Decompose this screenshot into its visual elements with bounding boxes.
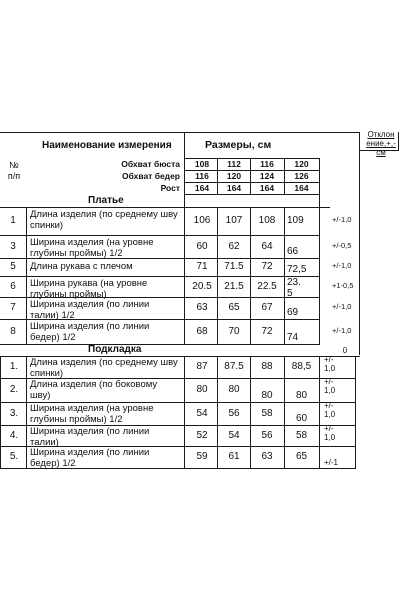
row-tolerance: +/- 1,0 <box>324 401 336 420</box>
section-title: Подкладка <box>88 344 142 355</box>
param-value: 164 <box>259 183 275 193</box>
size-value: 56 <box>228 407 240 419</box>
param-value: 120 <box>294 159 309 169</box>
grid-line <box>355 356 356 468</box>
size-value: 80 <box>196 384 208 395</box>
row-name: Ширина изделия (на уровне глубины проймы) 1/2 <box>30 403 154 426</box>
size-value: 107 <box>225 215 243 226</box>
row-number: 8 <box>10 325 16 337</box>
size-value: 80 <box>228 384 240 395</box>
row-name: Длина изделия (по среднему шву спинки) <box>30 209 178 232</box>
param-label: Рост <box>160 183 180 193</box>
row-number: 1 <box>10 215 16 226</box>
header-sizes-label: Размеры, см <box>205 139 272 151</box>
size-value: 61 <box>228 451 240 462</box>
size-value: 21.5 <box>224 280 244 292</box>
size-value: 60 <box>295 413 308 424</box>
param-value: 116 <box>195 171 209 181</box>
size-value: 109 <box>287 215 304 226</box>
row-number: 7 <box>10 302 16 313</box>
grid-line <box>0 356 1 468</box>
size-value: 68 <box>196 325 208 337</box>
row-tolerance: +/-1,0 <box>332 325 352 335</box>
row-number: 1. <box>9 361 19 372</box>
section-extra: 0 <box>342 346 348 355</box>
row-tolerance: +/- 1,0 <box>324 424 336 443</box>
row-name: Ширина рукава (на уровне глубины проймы) <box>30 278 148 301</box>
param-value: 164 <box>226 183 242 193</box>
param-value: 116 <box>260 159 274 169</box>
size-value: 88,5 <box>291 361 312 372</box>
param-value: 164 <box>194 183 210 193</box>
row-number: 5 <box>10 261 16 272</box>
size-value: 70 <box>228 325 240 337</box>
size-value: 62 <box>228 240 240 252</box>
size-value: 69 <box>287 307 299 318</box>
size-value: 59 <box>196 451 208 462</box>
size-value: 54 <box>228 429 240 441</box>
header-number-label: № п/п <box>7 160 21 181</box>
size-value: 22.5 <box>257 280 277 292</box>
header-deviation-label: Отклон ение,+,- см <box>366 130 396 157</box>
size-value: 66 <box>287 246 299 257</box>
size-value: 23. 5 <box>287 277 301 299</box>
row-number: 5. <box>9 451 19 462</box>
grid-line <box>0 276 320 277</box>
size-value: 60 <box>196 240 208 252</box>
grid-line <box>319 158 320 194</box>
row-tolerance: +/- 1,0 <box>324 377 336 396</box>
size-value: 88 <box>261 361 273 372</box>
row-tolerance: +/-1,0 <box>332 261 352 270</box>
row-number: 3. <box>9 407 19 419</box>
grid-line <box>0 132 360 133</box>
size-value: 108 <box>258 215 276 226</box>
row-name: Ширина изделия (по линии бедер) 1/2 <box>30 321 150 344</box>
grid-line <box>184 194 319 195</box>
size-value: 72,5 <box>287 264 307 275</box>
row-tolerance: +/-1 <box>324 458 339 467</box>
row-number: 4. <box>9 429 19 441</box>
size-value: 20.5 <box>192 280 212 292</box>
row-number: 2. <box>9 384 19 395</box>
row-name: Длина изделия (по боковому шву) <box>30 379 158 402</box>
row-name: Ширина изделия (по линии талии) <box>30 426 150 449</box>
row-name: Ширина изделия (по линии талии) 1/2 <box>30 299 150 322</box>
grid-line <box>0 207 330 208</box>
row-name: Длина рукава с плечом <box>30 261 133 272</box>
grid-line <box>184 356 185 468</box>
param-value: 164 <box>294 183 309 193</box>
param-value: 120 <box>226 171 242 181</box>
size-value: 67 <box>261 302 273 313</box>
size-value: 54 <box>196 407 208 419</box>
grid-line <box>319 194 320 344</box>
param-value: 112 <box>227 159 241 169</box>
size-value: 106 <box>193 215 211 226</box>
size-value: 80 <box>295 390 308 401</box>
param-value: 126 <box>294 171 309 181</box>
size-value: 56 <box>261 429 273 441</box>
size-value: 74 <box>287 332 299 343</box>
size-value: 80 <box>261 390 273 401</box>
size-value: 72 <box>261 261 273 272</box>
size-value: 63 <box>196 302 208 313</box>
grid-line <box>319 356 320 468</box>
row-name: Ширина изделия (на уровне глубины проймы) 1/2 <box>30 237 154 260</box>
row-tolerance: +1-0,5 <box>332 280 354 290</box>
row-tolerance: +/-1,0 <box>332 302 352 311</box>
grid-line <box>26 356 27 468</box>
size-value: 58 <box>261 407 273 419</box>
size-value: 87 <box>196 361 208 372</box>
size-value: 58 <box>295 429 308 441</box>
row-tolerance: +/- 1,0 <box>324 355 336 374</box>
size-value: 64 <box>261 240 273 252</box>
header-name-label: Наименование измерения <box>42 140 172 151</box>
size-value: 71 <box>196 261 208 272</box>
row-name: Длина изделия (по среднему шву спинки) <box>30 357 178 380</box>
size-value: 87.5 <box>224 361 244 372</box>
param-label: Обхват бедер <box>121 171 180 181</box>
size-value: 65 <box>295 451 308 462</box>
size-value: 71.5 <box>224 261 244 272</box>
param-value: 108 <box>194 159 210 169</box>
size-value: 52 <box>196 429 208 441</box>
row-tolerance: +/-0,5 <box>332 240 352 250</box>
row-number: 3 <box>10 240 16 252</box>
size-value: 65 <box>228 302 240 313</box>
size-value: 72 <box>261 325 273 337</box>
row-number: 6 <box>10 280 16 292</box>
section-title: Платье <box>88 195 124 206</box>
grid-line <box>0 235 320 236</box>
size-value: 63 <box>261 451 273 462</box>
row-name: Ширина изделия (по линии бедер) 1/2 <box>30 447 150 470</box>
row-tolerance: +/-1,0 <box>332 215 352 224</box>
param-value: 124 <box>259 171 275 181</box>
param-label: Обхват бюста <box>121 159 180 169</box>
